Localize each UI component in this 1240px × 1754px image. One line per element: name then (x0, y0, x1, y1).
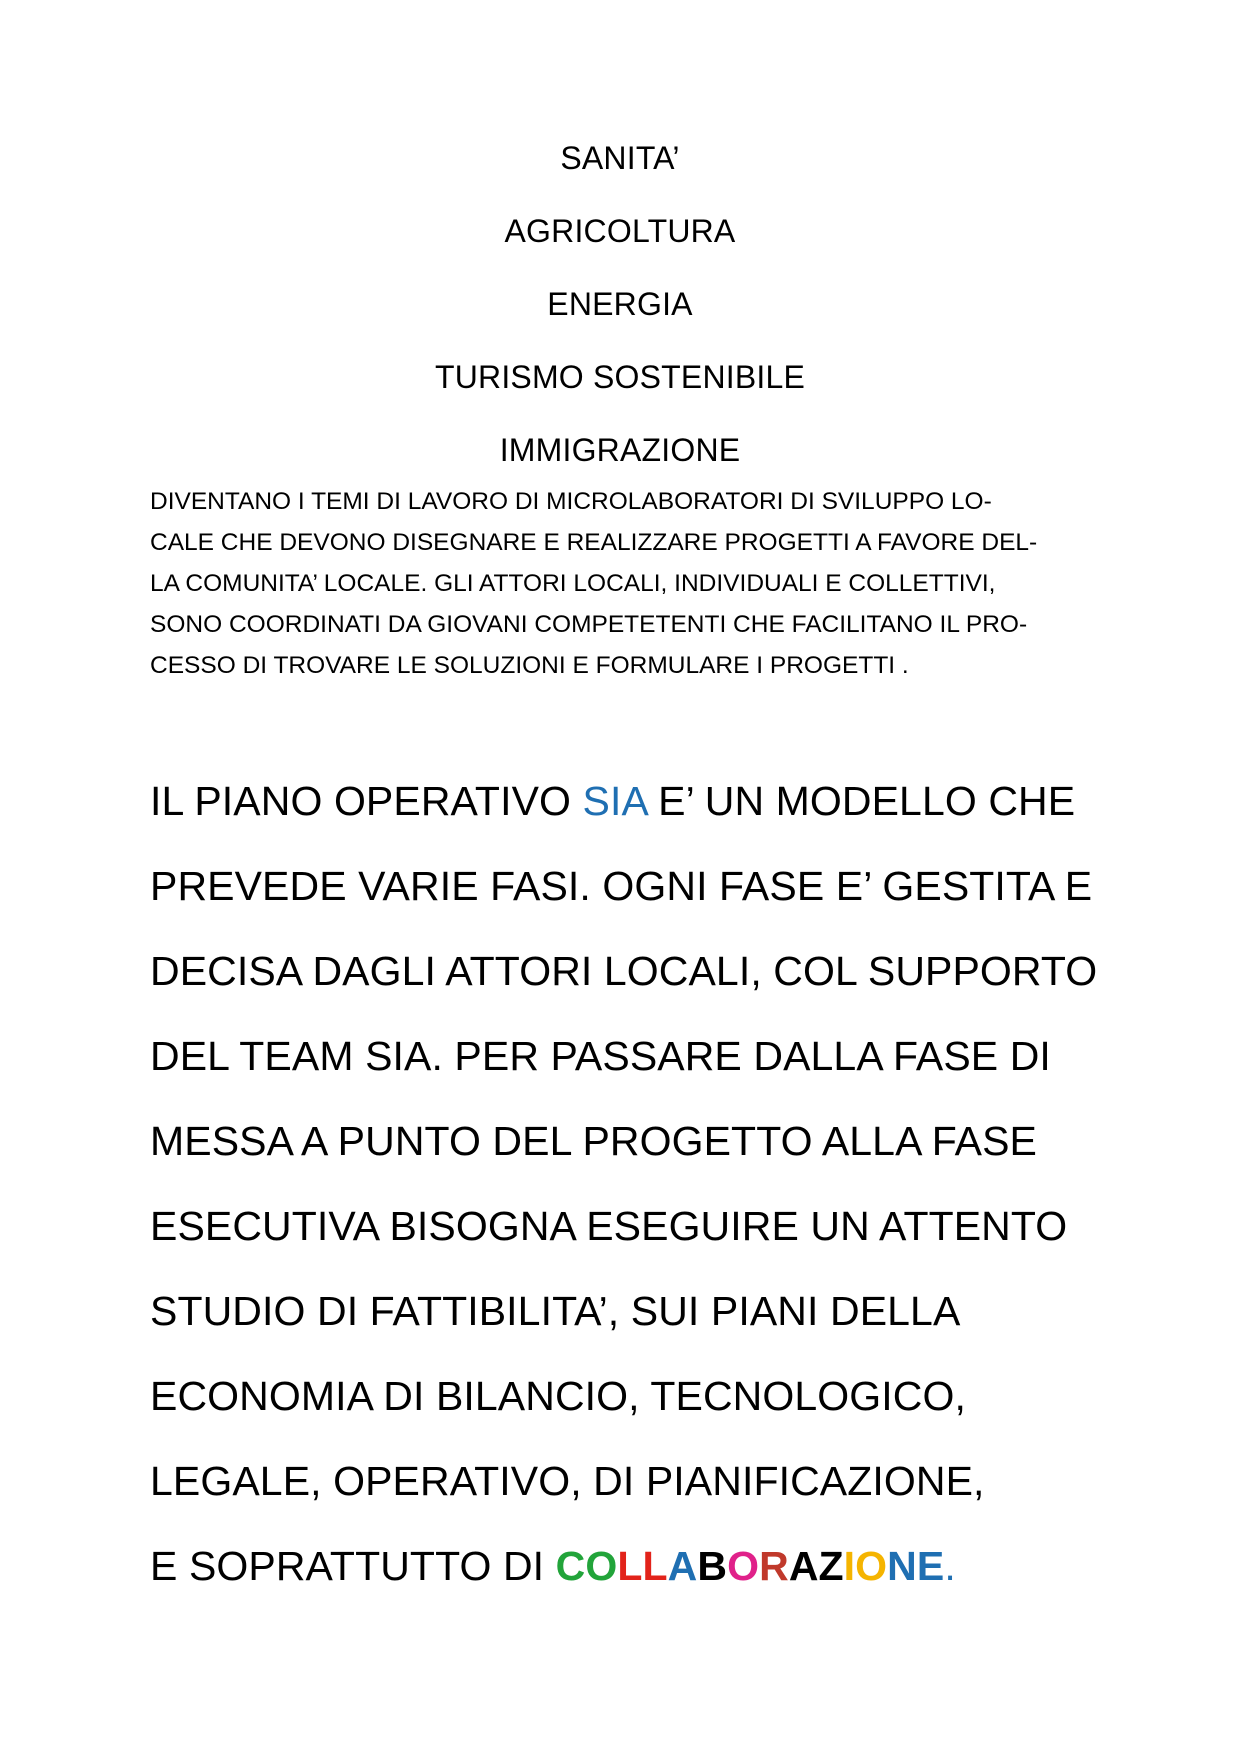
collaborazione-segment: B (697, 1543, 728, 1589)
body-line: PREVEDE VARIE FASI. OGNI FASE E’ GESTITA E (150, 863, 1093, 909)
collaborazione-segment: O (727, 1543, 760, 1589)
body-line: ESECUTIVA BISOGNA ESEGUIRE UN ATTENTO (150, 1203, 1068, 1249)
topic-agricoltura: AGRICOLTURA (504, 213, 736, 249)
collaborazione-segment: IO (843, 1543, 888, 1589)
body-line: STUDIO DI FATTIBILITA’, SUI PIANI DELLA (150, 1288, 961, 1334)
collaborazione-segment: LL (617, 1543, 668, 1589)
topic-energia: ENERGIA (547, 286, 693, 322)
sia-highlight: SIA (582, 778, 647, 824)
body-line-last (150, 1541, 956, 1591)
body-text: IL PIANO OPERATIVO (150, 778, 583, 824)
collaborazione-segment: CO (555, 1543, 618, 1589)
intro-line: CESSO DI TROVARE LE SOLUZIONI E FORMULARE I PROGETTI . (150, 652, 909, 679)
body-line: DEL TEAM SIA. PER PASSARE DALLA FASE DI (150, 1033, 1051, 1079)
final-period: . (944, 1543, 956, 1589)
intro-line: CALE CHE DEVONO DISEGNARE E REALIZZARE PROGETTI A FAVORE DEL- (150, 529, 1038, 556)
collaborazione-segment: AZ (788, 1543, 844, 1589)
collaborazione-segment: A (667, 1543, 698, 1589)
topic-turismo-sostenibile: TURISMO SOSTENIBILE (434, 359, 806, 395)
body-line-1 (150, 776, 1075, 826)
body-text: E’ UN MODELLO CHE (646, 778, 1076, 824)
body-text: E SOPRATTUTTO DI (150, 1543, 556, 1589)
collaborazione-segment: R (759, 1543, 789, 1589)
topic-sanita: SANITA’ (560, 140, 680, 176)
intro-line: DIVENTANO I TEMI DI LAVORO DI MICROLABORATORI DI SVILUPPO LO- (150, 488, 992, 515)
body-line: LEGALE, OPERATIVO, DI PIANIFICAZIONE, (150, 1458, 985, 1504)
body-line: MESSA A PUNTO DEL PROGETTO ALLA FASE (150, 1118, 1037, 1164)
topic-immigrazione: IMMIGRAZIONE (499, 432, 741, 468)
intro-line: SONO COORDINATI DA GIOVANI COMPETETENTI CHE FACILITANO IL PRO- (150, 611, 1028, 638)
intro-line: LA COMUNITA’ LOCALE. GLI ATTORI LOCALI, INDIVIDUALI E COLLETTIVI, (150, 570, 996, 597)
body-line: DECISA DAGLI ATTORI LOCALI, COL SUPPORTO (150, 948, 1098, 994)
collaborazione-word (556, 1543, 945, 1589)
collaborazione-segment: NE (887, 1543, 945, 1589)
body-line: ECONOMIA DI BILANCIO, TECNOLOGICO, (150, 1373, 966, 1419)
